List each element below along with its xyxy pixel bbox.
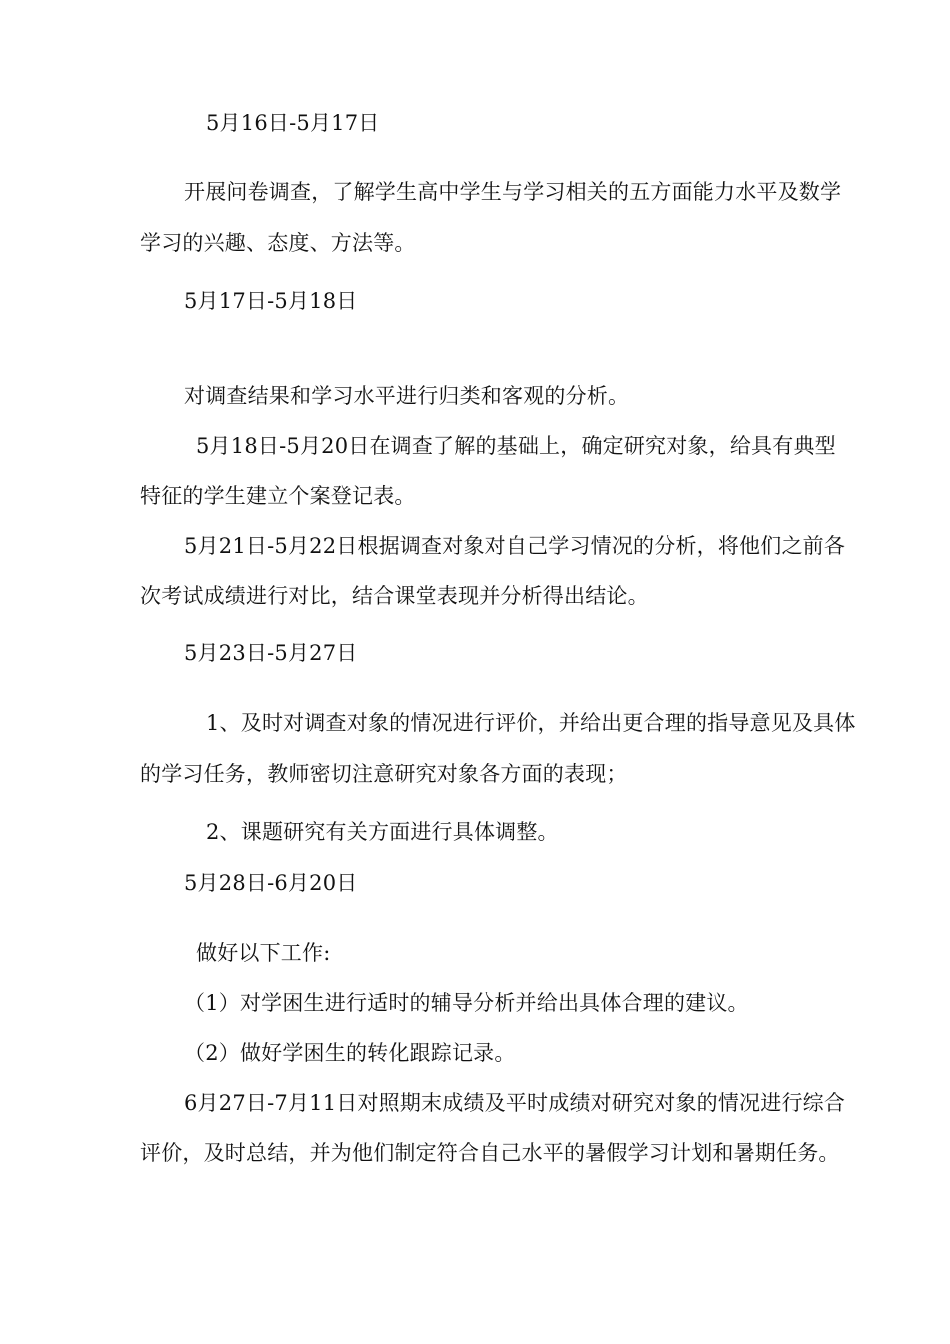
paragraph-work-intro: 做好以下工作: xyxy=(196,941,331,965)
paragraph-comparison-line-1: 5月21日-5月22日根据调查对象对自己学习情况的分析，将他们之前各 xyxy=(184,534,846,558)
paragraph-survey-line-1: 开展问卷调查，了解学生高中学生与学习相关的五方面能力水平及数学 xyxy=(184,180,842,204)
paragraph-comparison-line-2: 次考试成绩进行对比，结合课堂表现并分析得出结论。 xyxy=(140,584,649,608)
list-item-1-line-2: 的学习任务，教师密切注意研究对象各方面的表现； xyxy=(140,762,628,786)
work-item-2: （2）做好学困生的转化跟踪记录。 xyxy=(184,1041,516,1065)
date-heading-0528-0620: 5月28日-6月20日 xyxy=(184,871,358,895)
paragraph-summary-line-2: 评价，及时总结，并为他们制定符合自己水平的暑假学习计划和暑期任务。 xyxy=(140,1141,840,1165)
paragraph-summary-line-1: 6月27日-7月11日对照期末成绩及平时成绩对研究对象的情况进行综合 xyxy=(184,1091,846,1115)
paragraph-survey-line-2: 学习的兴趣、态度、方法等。 xyxy=(140,231,416,255)
paragraph-research-target-line-1: 5月18日-5月20日在调查了解的基础上，确定研究对象，给具有典型 xyxy=(196,434,836,458)
paragraph-analysis: 对调查结果和学习水平进行归类和客观的分析。 xyxy=(184,384,630,408)
work-item-1: （1）对学困生进行适时的辅导分析并给出具体合理的建议。 xyxy=(184,991,749,1015)
paragraph-research-target-line-2: 特征的学生建立个案登记表。 xyxy=(140,484,416,508)
list-item-1-line-1: 1、及时对调查对象的情况进行评价，并给出更合理的指导意见及具体 xyxy=(206,711,856,735)
date-heading-0523-0527: 5月23日-5月27日 xyxy=(184,641,358,665)
date-heading-0517-0518: 5月17日-5月18日 xyxy=(184,289,358,313)
list-item-2: 2、课题研究有关方面进行具体调整。 xyxy=(206,820,559,844)
date-heading-0516-0517: 5月16日-5月17日 xyxy=(206,111,380,135)
